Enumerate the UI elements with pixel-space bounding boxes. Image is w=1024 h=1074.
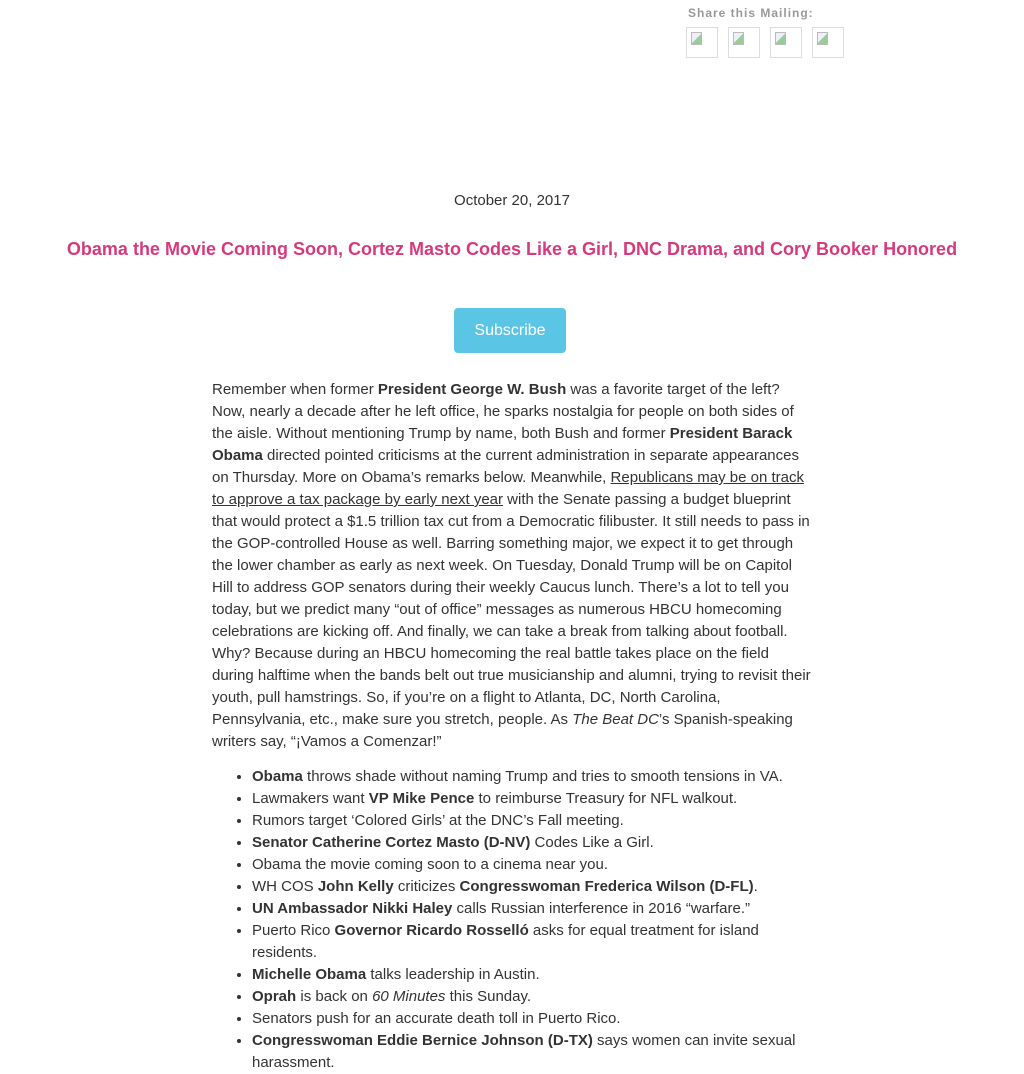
share-icon-1[interactable] xyxy=(686,27,718,58)
list-item: • Puerto Rico Governor Ricardo Rosselló asks for equal treatment for island residents. xyxy=(252,920,812,964)
mailing-title: Obama the Movie Coming Soon, Cortez Masto Codes Like a Girl, DNC Drama, and Cory Booker Honored xyxy=(66,239,958,259)
intro-paragraph xyxy=(212,379,812,753)
text: Remember when former xyxy=(212,381,378,398)
mailing-date: October 20, 2017 xyxy=(454,192,570,209)
list-item: • Lawmakers want VP Mike Pence to reimburse Treasury for NFL walkout. xyxy=(252,788,812,810)
list-item: • Senator Catherine Cortez Masto (D-NV) Codes Like a Girl. xyxy=(252,832,812,854)
list-item: • Obama the movie coming soon to a cinema near you. xyxy=(252,854,812,876)
headline-list xyxy=(212,766,812,1074)
share-icon-2[interactable] xyxy=(728,27,760,58)
list-item: • Senators push for an accurate death toll in Puerto Rico. xyxy=(252,1008,812,1030)
list-item: • UN Ambassador Nikki Haley calls Russian interference in 2016 “warfare.” xyxy=(252,898,812,920)
bold-name: President Barack Obama xyxy=(212,425,793,464)
text: directed pointed criticisms at the current administration in separate appearances on Thursday. More on Obama’s remarks below. Meanwhile, xyxy=(212,447,799,486)
list-item: • Michelle Obama talks leadership in Austin. xyxy=(252,964,812,986)
list-item: • WH COS John Kelly criticizes Congresswoman Frederica Wilson (D-FL). xyxy=(252,876,812,898)
text: was a favorite target of the left? Now, nearly a decade after he left office, he sparks nostalgia for people on both sides of the aisle. Without mentioning Trump by name, both Bush and former xyxy=(212,381,794,442)
list-item: • Oprah is back on 60 Minutes this Sunday. xyxy=(252,986,812,1008)
tax-package-link[interactable]: Republicans may be on track to approve a tax package by early next year xyxy=(212,469,804,508)
subscribe-button[interactable]: Subscribe xyxy=(454,308,566,353)
list-item: • Obama throws shade without naming Trump and tries to smooth tensions in VA. xyxy=(252,766,812,788)
share-icon-4[interactable] xyxy=(812,27,844,58)
text: with the Senate passing a budget blueprint that would protect a $1.5 trillion tax cut from a Democratic filibuster. It still needs to pass in the GOP-controlled House as well. Barring something major, we expect it to get through the lower chamber as early as next week. On Tuesday, Donald Trump will be on Capitol Hill to address GOP senators during their weekly Caucus lunch. There’s a lot to tell you today, but we predict many “out of office” messages as numerous HBCU homecoming celebrations are kicking off. And finally, we can take a break from talking about football. Why? Because during an HBCU homecoming the real battle takes place on the field during halftime when the bands belt out true musicianship and alumni, trying to revisit their youth, pull hamstrings. So, if you’re on a flight to Atlanta, DC, North Carolina, Pennsylvania, etc., make sure you stretch, people. As xyxy=(212,491,811,728)
italic-text: The Beat DC xyxy=(572,711,659,728)
text: ’s Spanish-speaking writers say, “¡Vamos a Comenzar!” xyxy=(212,711,793,750)
share-section xyxy=(688,6,844,58)
article-body xyxy=(212,379,812,1074)
bold-name: President George W. Bush xyxy=(377,381,567,398)
share-label: Share this Mailing: xyxy=(688,6,814,20)
list-item: • Congresswoman Eddie Bernice Johnson (D-TX) says women can invite sexual harassment. xyxy=(252,1030,812,1074)
list-item: • Rumors target ‘Colored Girls’ at the DNC’s Fall meeting. xyxy=(252,810,812,832)
share-icon-3[interactable] xyxy=(770,27,802,58)
